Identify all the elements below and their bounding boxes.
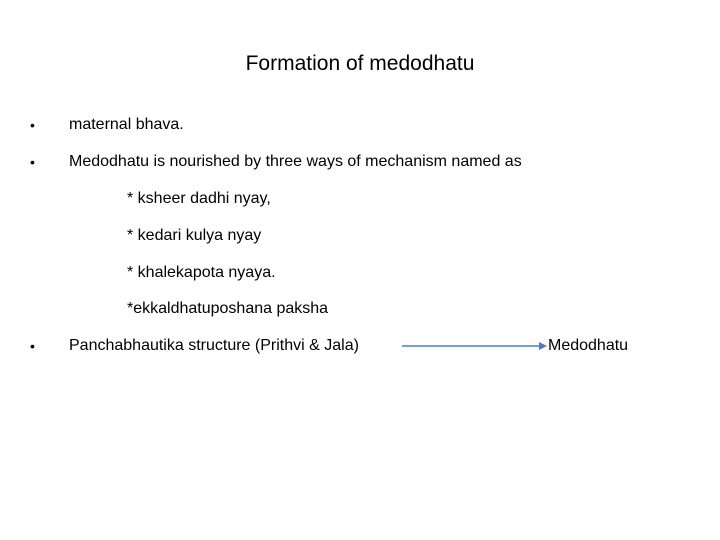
sub-item-khalekapota: * khalekapota nyaya. — [127, 264, 276, 281]
bullet-dot: • — [30, 117, 35, 133]
sub-item-kedari-kulya: * kedari kulya nyay — [127, 227, 262, 244]
right-arrow-icon — [402, 339, 547, 353]
bullet-dot: • — [30, 338, 35, 354]
slide-title: Formation of medodhatu — [245, 52, 475, 75]
bullet-item-panchabhautika: Panchabhautika structure (Prithvi & Jala) — [69, 337, 359, 354]
bullet-item-maternal-bhava: maternal bhava. — [69, 116, 184, 133]
result-medodhatu: Medodhatu — [548, 337, 629, 354]
sub-item-ksheer-dadhi: * ksheer dadhi nyay, — [127, 190, 271, 207]
bullet-dot: • — [30, 154, 35, 170]
sub-item-ekkaldhatuposhana: *ekkaldhatuposhana paksha — [127, 300, 329, 317]
bullet-item-nourishment: Medodhatu is nourished by three ways of mechanism named as — [69, 153, 522, 170]
